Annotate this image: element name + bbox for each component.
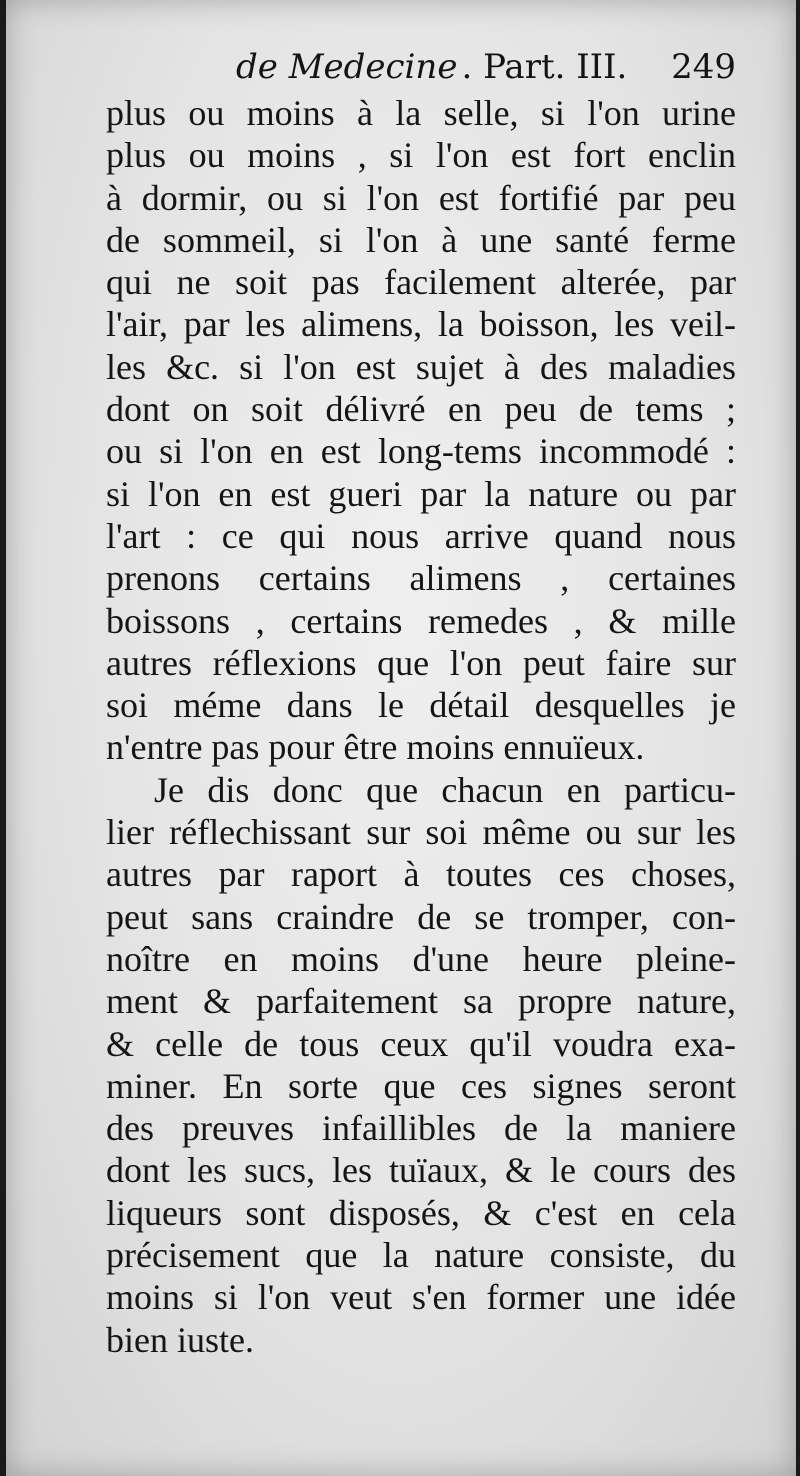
text-line: autres par raport à toutes ces choses, [106,854,736,895]
text-line: moins si l'on veut s'en former une idée [106,1277,736,1318]
text-line: ment & parfaitement sa propre nature, [106,981,736,1022]
text-line: si l'on en est gueri par la nature ou par [106,473,736,514]
text-line: de sommeil, si l'on à une santé ferme [106,219,736,260]
text-line: précisement que la nature consiste, du [106,1235,736,1276]
body-text [106,92,736,1361]
running-head [236,42,736,92]
paragraph-end-line: bien iuste. [106,1319,254,1360]
text-line: autres réflexions que l'on peut faire sur [106,642,736,683]
page-number: 249 [671,47,736,87]
paragraph-end-line: n'entre pas pour être moins ennuïeux. [106,727,645,768]
running-title: de Medecine [236,47,458,87]
paragraph-start-line: Je dis donc que chacun en particu- [154,769,736,810]
book-page [6,0,796,1476]
text-line: les &c. si l'on est sujet à des maladies [106,346,736,387]
text-line: plus ou moins , si l'on est fort enclin [106,135,736,176]
text-line: & celle de tous ceux qu'il voudra exa- [106,1023,736,1064]
text-line: miner. En sorte que ces signes seront [106,1065,736,1106]
text-line: des preuves infaillibles de la maniere [106,1108,736,1149]
text-line: liqueurs sont disposés, & c'est en cela [106,1192,736,1233]
text-line: noître en moins d'une heure pleine- [106,938,736,979]
text-line: plus ou moins à la selle, si l'on urine [106,93,736,133]
text-line: l'air, par les alimens, la boisson, les veil- [106,304,736,345]
text-line: l'art : ce qui nous arrive quand nous [106,515,736,556]
text-line: boissons , certains remedes , & mille [106,600,736,641]
text-line: dont les sucs, les tuïaux, & le cours des [106,1150,736,1191]
running-part: . Part. III. [461,47,628,87]
text-line: lier réflechissant sur soi même ou sur les [106,812,736,853]
text-line: peut sans craindre de se tromper, con- [106,896,736,937]
text-line: soi méme dans le détail desquelles je [106,685,736,726]
text-line: qui ne soit pas facilement alterée, par [106,262,736,303]
text-line: ou si l'on en est long-tems incommodé : [106,431,736,472]
text-line: prenons certains alimens , certaines [106,558,736,599]
text-line: à dormir, ou si l'on est fortifié par peu [106,177,736,218]
text-line: dont on soit délivré en peu de tems ; [106,389,736,430]
